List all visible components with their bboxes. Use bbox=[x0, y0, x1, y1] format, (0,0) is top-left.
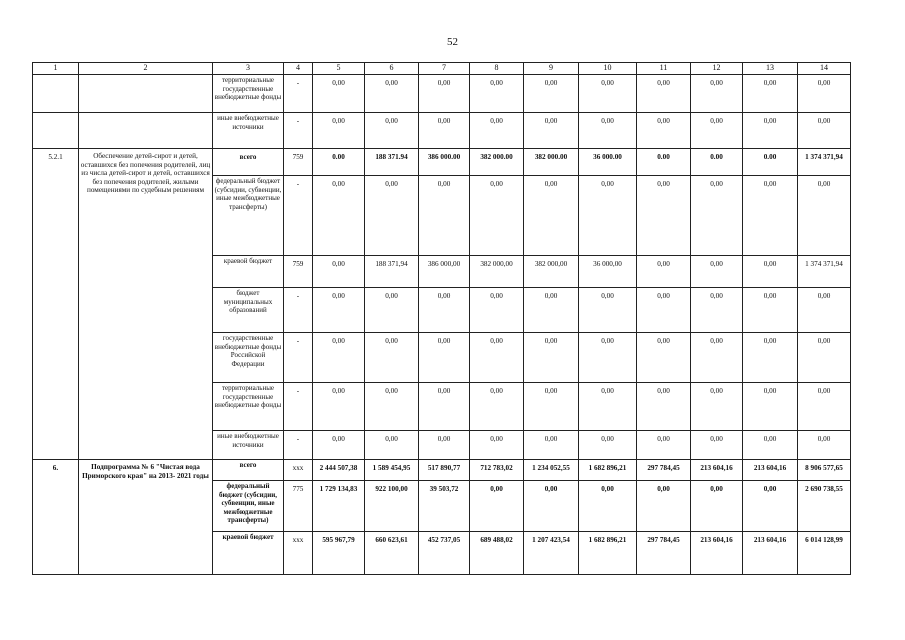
row-name-cell bbox=[79, 113, 213, 149]
grbs-cell: 759 bbox=[284, 256, 313, 288]
value-cell: 39 503,72 bbox=[419, 481, 470, 532]
value-cell: 0,00 bbox=[419, 333, 470, 383]
table-row bbox=[33, 460, 851, 481]
row-code-cell bbox=[33, 113, 79, 149]
value-cell: 2 444 507,38 bbox=[313, 460, 365, 481]
value-cell: 0,00 bbox=[743, 288, 798, 333]
value-cell: 0,00 bbox=[743, 481, 798, 532]
value-cell: 0,00 bbox=[579, 288, 637, 333]
value-cell: 0,00 bbox=[637, 431, 691, 460]
value-cell: 382 000.00 bbox=[524, 149, 579, 176]
value-cell: 0.00 bbox=[313, 149, 365, 176]
value-cell: 0,00 bbox=[743, 75, 798, 113]
value-cell: 0,00 bbox=[637, 176, 691, 256]
value-cell: 0,00 bbox=[691, 431, 743, 460]
header-cell: 4 bbox=[284, 63, 313, 75]
row-code-cell bbox=[33, 75, 79, 113]
value-cell: 922 100,00 bbox=[365, 481, 419, 532]
value-cell: 0,00 bbox=[419, 288, 470, 333]
value-cell: 660 623,61 bbox=[365, 532, 419, 575]
value-cell: 0,00 bbox=[579, 481, 637, 532]
value-cell: 0,00 bbox=[470, 481, 524, 532]
value-cell: 0.00 bbox=[743, 149, 798, 176]
grbs-cell: - bbox=[284, 75, 313, 113]
value-cell: 1 682 896,21 bbox=[579, 460, 637, 481]
value-cell: 0,00 bbox=[470, 288, 524, 333]
header-cell: 6 bbox=[365, 63, 419, 75]
value-cell: 0,00 bbox=[524, 113, 579, 149]
value-cell: 0,00 bbox=[691, 113, 743, 149]
grbs-cell: - bbox=[284, 333, 313, 383]
row-code-cell: 6. bbox=[33, 460, 79, 575]
value-cell: 0,00 bbox=[579, 431, 637, 460]
value-cell: 0,00 bbox=[798, 288, 851, 333]
value-cell: 0,00 bbox=[365, 383, 419, 431]
value-cell: 1 234 052,55 bbox=[524, 460, 579, 481]
table-row bbox=[33, 113, 851, 149]
value-cell: 1 374 371,94 bbox=[798, 256, 851, 288]
grbs-cell: 759 bbox=[284, 149, 313, 176]
grbs-cell: - bbox=[284, 113, 313, 149]
page-number: 52 bbox=[447, 36, 458, 48]
value-cell: 188 371,94 bbox=[365, 256, 419, 288]
value-cell: 0,00 bbox=[419, 75, 470, 113]
value-cell: 0,00 bbox=[743, 383, 798, 431]
funding-source-cell: федеральный бюджет (субсидии, субвенции, иные межбюджетные трансферты) bbox=[213, 481, 284, 532]
grbs-cell: xxx bbox=[284, 460, 313, 481]
value-cell: 0,00 bbox=[524, 75, 579, 113]
value-cell: 0,00 bbox=[691, 333, 743, 383]
value-cell: 188 371.94 bbox=[365, 149, 419, 176]
value-cell: 689 488,02 bbox=[470, 532, 524, 575]
funding-source-cell: территориальные государственные внебюджетные фонды bbox=[213, 75, 284, 113]
value-cell: 8 906 577,65 bbox=[798, 460, 851, 481]
value-cell: 297 784,45 bbox=[637, 460, 691, 481]
value-cell: 36 000,00 bbox=[579, 256, 637, 288]
funding-source-cell: государственные внебюджетные фонды Российской Федерации bbox=[213, 333, 284, 383]
value-cell: 0,00 bbox=[365, 75, 419, 113]
value-cell: 0,00 bbox=[637, 383, 691, 431]
value-cell: 0,00 bbox=[743, 113, 798, 149]
value-cell: 0,00 bbox=[743, 176, 798, 256]
header-cell: 7 bbox=[419, 63, 470, 75]
value-cell: 0.00 bbox=[691, 149, 743, 176]
value-cell: 382 000,00 bbox=[524, 256, 579, 288]
value-cell: 0,00 bbox=[798, 176, 851, 256]
value-cell: 0,00 bbox=[798, 333, 851, 383]
value-cell: 1 682 896,21 bbox=[579, 532, 637, 575]
row-code-cell: 5.2.1 bbox=[33, 149, 79, 460]
header-cell: 11 bbox=[637, 63, 691, 75]
header-cell: 14 bbox=[798, 63, 851, 75]
funding-source-cell: краевой бюджет bbox=[213, 532, 284, 575]
value-cell: 0,00 bbox=[691, 383, 743, 431]
value-cell: 0,00 bbox=[691, 256, 743, 288]
row-name-cell: Подпрограмма № 6 "Чистая вода Приморского края" на 2013- 2021 годы bbox=[79, 460, 213, 575]
value-cell: 0,00 bbox=[470, 383, 524, 431]
value-cell: 0,00 bbox=[365, 333, 419, 383]
funding-source-cell: бюджет муниципальных образований bbox=[213, 288, 284, 333]
value-cell: 0,00 bbox=[365, 176, 419, 256]
header-cell: 9 bbox=[524, 63, 579, 75]
value-cell: 712 783,02 bbox=[470, 460, 524, 481]
value-cell: 0,00 bbox=[524, 288, 579, 333]
value-cell: 0,00 bbox=[419, 383, 470, 431]
funding-source-cell: федеральный бюджет (субсидии, субвенции, иные межбюджетные трансферты) bbox=[213, 176, 284, 256]
grbs-cell: - bbox=[284, 176, 313, 256]
value-cell: 0,00 bbox=[470, 113, 524, 149]
grbs-cell: - bbox=[284, 431, 313, 460]
value-cell: 382 000,00 bbox=[470, 256, 524, 288]
funding-source-cell: территориальные государственные внебюджетные фонды bbox=[213, 383, 284, 431]
budget-table bbox=[32, 62, 851, 575]
value-cell: 0,00 bbox=[365, 288, 419, 333]
value-cell: 0,00 bbox=[637, 113, 691, 149]
value-cell: 382 000.00 bbox=[470, 149, 524, 176]
header-cell: 12 bbox=[691, 63, 743, 75]
value-cell: 0,00 bbox=[470, 75, 524, 113]
value-cell: 386 000,00 bbox=[419, 256, 470, 288]
value-cell: 0,00 bbox=[579, 113, 637, 149]
funding-source-cell: иные внебюджетные источники bbox=[213, 113, 284, 149]
value-cell: 1 729 134,83 bbox=[313, 481, 365, 532]
value-cell: 517 890,77 bbox=[419, 460, 470, 481]
value-cell: 0,00 bbox=[313, 431, 365, 460]
table-row bbox=[33, 149, 851, 176]
value-cell: 0,00 bbox=[365, 431, 419, 460]
table-row bbox=[33, 75, 851, 113]
value-cell: 0,00 bbox=[524, 481, 579, 532]
value-cell: 0,00 bbox=[798, 75, 851, 113]
value-cell: 0,00 bbox=[419, 431, 470, 460]
row-name-cell: Обеспечение детей-сирот и детей, оставшихся без попечения родителей, лиц из числа детей-сирот и детей, оставшихся без попечения родителей, жилыми помещениями по судебным решениям bbox=[79, 149, 213, 460]
header-cell: 3 bbox=[213, 63, 284, 75]
header-cell: 5 bbox=[313, 63, 365, 75]
value-cell: 213 604,16 bbox=[691, 460, 743, 481]
value-cell: 0,00 bbox=[691, 481, 743, 532]
value-cell: 0,00 bbox=[743, 431, 798, 460]
value-cell: 0,00 bbox=[470, 431, 524, 460]
value-cell: 0,00 bbox=[313, 383, 365, 431]
header-row bbox=[33, 63, 851, 75]
value-cell: 0,00 bbox=[470, 176, 524, 256]
value-cell: 0,00 bbox=[524, 431, 579, 460]
value-cell: 0,00 bbox=[313, 333, 365, 383]
value-cell: 0,00 bbox=[419, 113, 470, 149]
value-cell: 0,00 bbox=[798, 383, 851, 431]
value-cell: 0,00 bbox=[470, 333, 524, 383]
value-cell: 0,00 bbox=[579, 333, 637, 383]
value-cell: 0,00 bbox=[419, 176, 470, 256]
value-cell: 0,00 bbox=[691, 176, 743, 256]
value-cell: 213 604,16 bbox=[743, 532, 798, 575]
value-cell: 386 000.00 bbox=[419, 149, 470, 176]
header-cell: 8 bbox=[470, 63, 524, 75]
value-cell: 0,00 bbox=[798, 431, 851, 460]
value-cell: 2 690 738,55 bbox=[798, 481, 851, 532]
value-cell: 452 737,05 bbox=[419, 532, 470, 575]
value-cell: 0,00 bbox=[637, 481, 691, 532]
value-cell: 0,00 bbox=[691, 75, 743, 113]
value-cell: 0,00 bbox=[637, 75, 691, 113]
header-cell: 13 bbox=[743, 63, 798, 75]
row-name-cell bbox=[79, 75, 213, 113]
value-cell: 0,00 bbox=[313, 75, 365, 113]
value-cell: 0,00 bbox=[313, 256, 365, 288]
grbs-cell: - bbox=[284, 383, 313, 431]
value-cell: 0,00 bbox=[313, 176, 365, 256]
value-cell: 595 967,79 bbox=[313, 532, 365, 575]
grbs-cell: xxx bbox=[284, 532, 313, 575]
header-cell: 2 bbox=[79, 63, 213, 75]
header-cell: 10 bbox=[579, 63, 637, 75]
value-cell: 0,00 bbox=[524, 383, 579, 431]
funding-source-cell: всего bbox=[213, 149, 284, 176]
value-cell: 213 604,16 bbox=[743, 460, 798, 481]
value-cell: 6 014 128,99 bbox=[798, 532, 851, 575]
value-cell: 0,00 bbox=[798, 113, 851, 149]
value-cell: 0.00 bbox=[637, 149, 691, 176]
value-cell: 0,00 bbox=[579, 176, 637, 256]
value-cell: 0,00 bbox=[524, 333, 579, 383]
value-cell: 0,00 bbox=[691, 288, 743, 333]
value-cell: 0,00 bbox=[637, 333, 691, 383]
value-cell: 0,00 bbox=[524, 176, 579, 256]
funding-source-cell: краевой бюджет bbox=[213, 256, 284, 288]
value-cell: 1 207 423,54 bbox=[524, 532, 579, 575]
grbs-cell: - bbox=[284, 288, 313, 333]
value-cell: 0,00 bbox=[579, 75, 637, 113]
value-cell: 0,00 bbox=[743, 256, 798, 288]
value-cell: 0,00 bbox=[743, 333, 798, 383]
value-cell: 297 784,45 bbox=[637, 532, 691, 575]
value-cell: 0,00 bbox=[365, 113, 419, 149]
header-cell: 1 bbox=[33, 63, 79, 75]
value-cell: 0,00 bbox=[313, 113, 365, 149]
value-cell: 0,00 bbox=[637, 288, 691, 333]
grbs-cell: 775 bbox=[284, 481, 313, 532]
value-cell: 0,00 bbox=[637, 256, 691, 288]
value-cell: 0,00 bbox=[579, 383, 637, 431]
funding-source-cell: всего bbox=[213, 460, 284, 481]
value-cell: 1 374 371,94 bbox=[798, 149, 851, 176]
value-cell: 213 604,16 bbox=[691, 532, 743, 575]
value-cell: 36 000.00 bbox=[579, 149, 637, 176]
value-cell: 1 589 454,95 bbox=[365, 460, 419, 481]
funding-source-cell: иные внебюджетные источники bbox=[213, 431, 284, 460]
value-cell: 0,00 bbox=[313, 288, 365, 333]
